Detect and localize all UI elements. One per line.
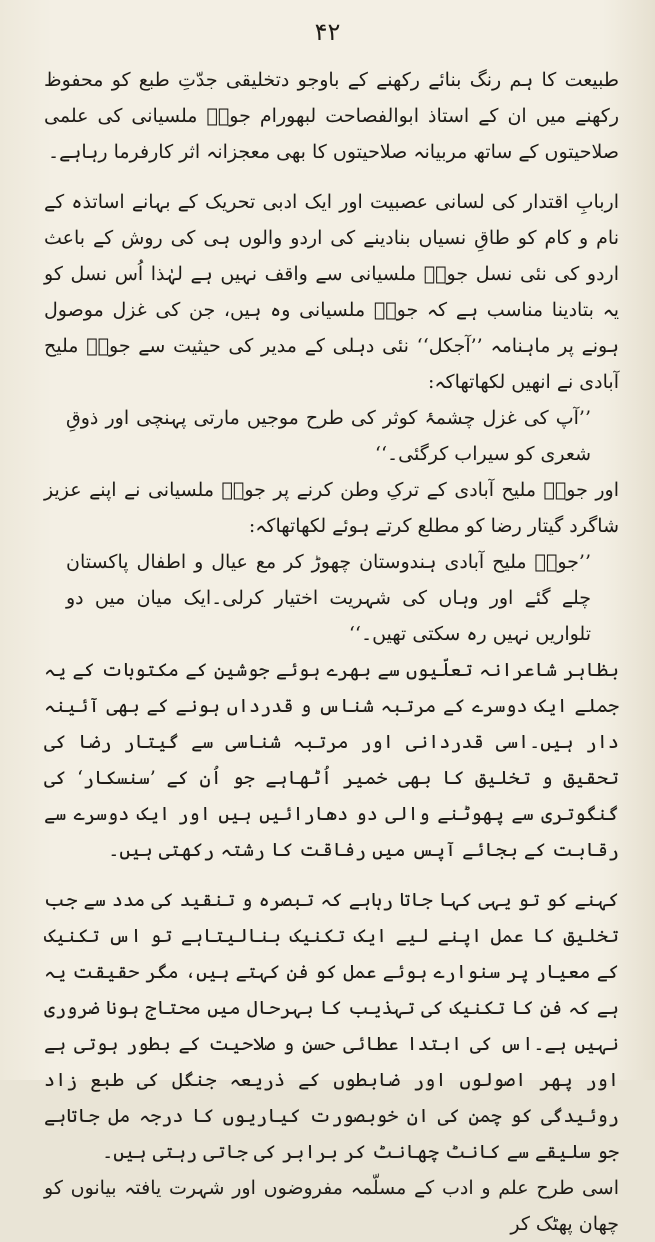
paragraph-1: طبیعت کا ہم رنگ بنائے رکھنے کے باوجو دتخلیقی جدّتِ طبع کو محفوظ رکھنے میں ان کے استاذ ابوالفصاحت لبھورام جوشؔ ملسیانی کی علمی صلاحیتوں کے ساتھ مربیانہ صلاحیتوں کا بھی معجزانہ اثر کارفرما رہاہے۔ [44,69,619,163]
paragraph-3: اور جوشؔ ملیح آبادی کے ترکِ وطن کرنے پر جوشؔ ملسیانی نے اپنے عزیز شاگرد گیتار رضا کو مطلع کرتے ہوئے لکھاتھاکہ: [44,479,619,537]
paragraph-4: بظاہر شاعرانہ تعلّیوں سے بھرے ہوئے جوشین کے مکتوبات کے یہ جملے ایک دوسرے کے مرتبہ شناس و قدرداں ہونے کے بھی آئینہ دار ہیں۔اسی قدردانی اور مرتبہ شناسی سے گیتار رضا کی تحقیق و تخلیق کا بھی خمیر اُٹھاہے جو اُن کے ’سنسکار‘ کی گنگوتری سے پھوٹنے والی دو دھارائیں ہیں اور ایک دوسرے سے رقابت کے بجائے آپس میں رفاقت کا رشتہ رکھتی ہیں۔ [44,659,619,861]
quote-2: ’’جوشؔ ملیح آبادی ہندوستان چھوڑ کر مع عیال و اطفال پاکستان چلے گئے اور وہاں کی شہریت اختیار کرلی۔ایک میان میں دو تلواریں نہیں رہ سکتی تھیں۔‘‘ [66,551,591,645]
page-body [44,62,619,1242]
quote-1: ’’آپ کی غزل چشمۂ کوثر کی طرح موجیں مارتی پہنچی اور ذوقِ شعری کو سیراب کرگئی۔‘‘ [66,407,591,465]
paragraph-6: اسی طرح علم و ادب کے مسلّمہ مفروضوں اور شہرت یافتہ بیانوں کو چھان پھٹک کر [44,1177,619,1235]
paragraph-5: کہنے کو تو یہی کہا جاتا رہاہے کہ تبصرہ و تنقید کی مدد سے جب تخلیق کا عمل اپنے لیے ایک تکنیک بنالیتاہے تو اس تکنیک کے معیار پر سنوارے ہوئے عمل کو فن کہتے ہیں، مگر حقیقت یہ ہے کہ فن کا تکنیک کی تہذیب کا بہرحال میں محتاج ہونا ضروری نہیں ہے۔اس کی ابتدا عطائی حسن و صلاحیت کے بطور ہوتی ہے اور پھر اصولوں اور ضابطوں کے ذریعہ جنگل کی طبع زاد روئیدگی کو چمن کی ان خوبصورت کیاریوں کا درجہ مل جاتاہے جو سلیقے سے کانٹ چھانٹ کر برابر کی جاتی رہتی ہیں۔ [44,889,619,1163]
page-number: ۴۲ [314,18,341,46]
paragraph-2: اربابِ اقتدار کی لسانی عصبیت اور ایک ادبی تحریک کے بہانے اساتذہ کے نام و کام کو طاقِ نسیاں بنادینے کی اردو والوں ہی کی روش کے باعث اردو کی نئی نسل جوشؔ ملسیانی سے واقف نہیں ہے لہٰذا اُس نسل کو یہ بتادینا مناسب ہے کہ جوشؔ ملسیانی وہ ہیں، جن کی غزل موصول ہونے پر ماہنامہ ’’آجکل‘‘ نئی دہلی کے مدیر کی حیثیت سے جوشؔ ملیح آبادی نے انھیں لکھاتھاکہ: [44,191,619,393]
